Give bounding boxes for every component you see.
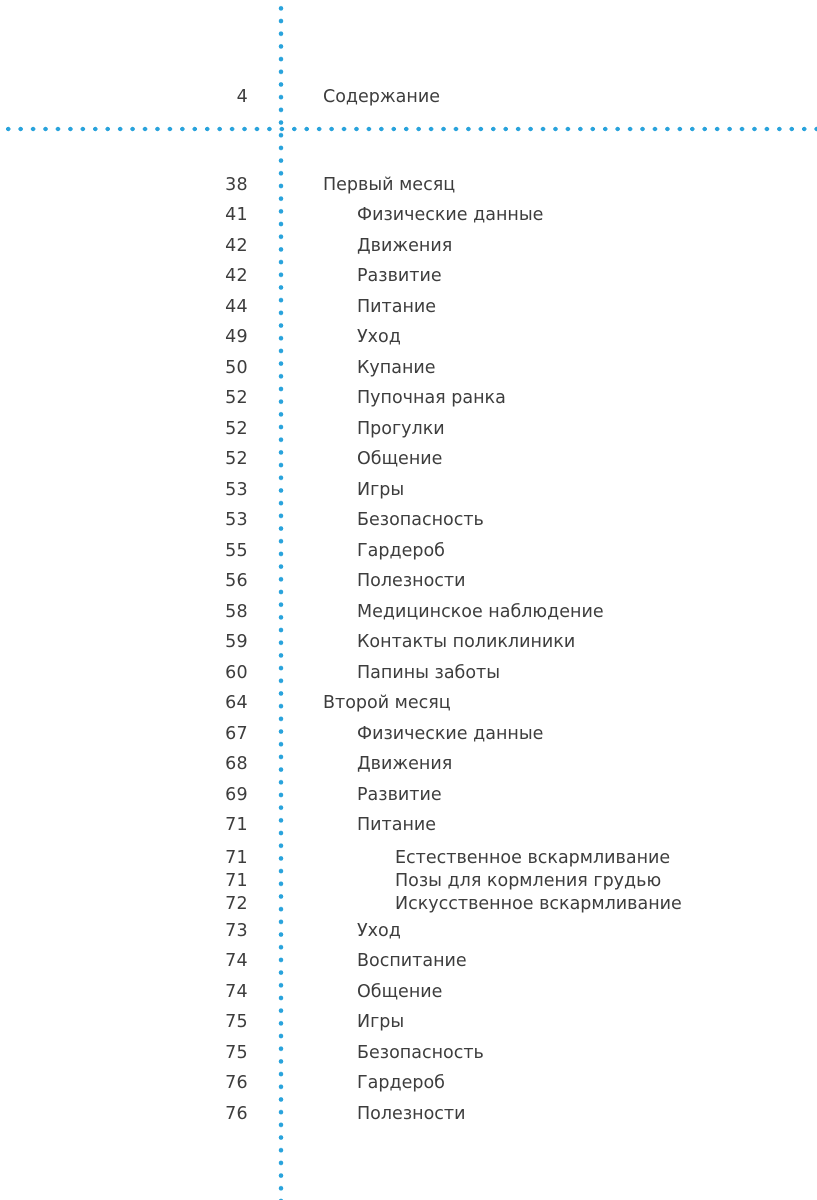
toc-entry [0, 445, 817, 476]
toc-entry-page-number: 52 [225, 388, 248, 408]
toc-entry-page-number: 71 [225, 847, 248, 868]
toc-entry-page-number: 58 [225, 601, 248, 622]
toc-entry-title: Позы для кормления грудью [395, 870, 662, 891]
toc-entry [0, 201, 817, 232]
toc-entry-title: Первый месяц [323, 174, 456, 195]
toc-entry-title: Воспитание [357, 951, 467, 971]
toc-entry-title: Второй месяц [323, 693, 451, 713]
toc-entry [0, 847, 817, 870]
toc-entry-page-number: 71 [225, 870, 248, 891]
toc-entry [0, 353, 817, 384]
toc-entry [0, 1099, 817, 1130]
toc-entry-page-number: 75 [225, 1012, 248, 1032]
toc-entry-title: Питание [357, 296, 437, 317]
toc-entry [0, 811, 817, 842]
toc-entry [0, 384, 817, 415]
toc-entry [0, 597, 817, 628]
toc-entry-title: Контакты поликлиники [357, 632, 576, 652]
page-title: Содержание [323, 87, 440, 108]
toc-entry [0, 750, 817, 781]
toc-entry [0, 567, 817, 598]
toc-entry [0, 1038, 817, 1069]
toc-entry [0, 1069, 817, 1100]
toc-entry-title: Питание [357, 815, 437, 835]
toc-entry-title: Развитие [357, 784, 442, 805]
toc-entry-page-number: 38 [225, 174, 248, 195]
toc-entry-title: Безопасность [357, 1042, 484, 1063]
toc-entry-page-number: 74 [225, 951, 248, 971]
toc-entry-page-number: 76 [225, 1103, 248, 1124]
toc-entry-title: Искусственное вскармливание [395, 893, 682, 914]
toc-entry [0, 893, 817, 916]
horizontal-dotted-divider [0, 126, 817, 132]
toc-entry-page-number: 52 [225, 449, 248, 469]
toc-entry [0, 870, 817, 893]
toc-entry-page-number: 59 [225, 632, 248, 652]
toc-entry-title: Гардероб [357, 540, 445, 561]
toc-entry-title: Купание [357, 357, 436, 378]
toc-entry [0, 536, 817, 567]
toc-entry-page-number: 67 [225, 723, 248, 744]
toc-entry [0, 262, 817, 293]
toc-entry-title: Игры [357, 479, 405, 500]
toc-entry-title: Физические данные [357, 205, 544, 225]
toc-entry-title: Полезности [357, 571, 466, 591]
toc-entry-page-number: 60 [225, 662, 248, 683]
toc-entry [0, 780, 817, 811]
toc-entry [0, 947, 817, 978]
page-header [0, 83, 817, 113]
toc-entry-title: Физические данные [357, 723, 544, 744]
toc-entry-page-number: 53 [225, 479, 248, 500]
toc-entry [0, 689, 817, 720]
toc-entry-page-number: 72 [225, 893, 248, 914]
toc-entry [0, 1008, 817, 1039]
toc-entry-page-number: 55 [225, 540, 248, 561]
toc-entry-page-number: 44 [225, 296, 248, 317]
toc-entry-title: Папины заботы [357, 662, 501, 683]
toc-entry-title: Пупочная ранка [357, 388, 506, 408]
toc-entry-page-number: 76 [225, 1073, 248, 1093]
toc-entry [0, 916, 817, 947]
toc-entry-title: Гардероб [357, 1073, 445, 1093]
toc-entry-title: Движения [357, 754, 453, 774]
toc-entry [0, 170, 817, 201]
toc-entry-title: Развитие [357, 266, 442, 286]
page-number: 4 [236, 87, 248, 108]
toc-entry-title: Игры [357, 1012, 405, 1032]
toc-entry [0, 628, 817, 659]
toc-entry-title: Движения [357, 235, 453, 256]
toc-entry-page-number: 69 [225, 784, 248, 805]
toc-entry-page-number: 73 [225, 920, 248, 941]
toc-entry [0, 231, 817, 262]
toc-entry-page-number: 71 [225, 815, 248, 835]
toc-entry-title: Прогулки [357, 418, 445, 439]
toc-list [0, 170, 817, 1130]
toc-entry-page-number: 64 [225, 693, 248, 713]
toc-entry [0, 475, 817, 506]
toc-entry-title: Безопасность [357, 510, 484, 530]
toc-entry-page-number: 42 [225, 235, 248, 256]
toc-entry-page-number: 41 [225, 205, 248, 225]
toc-entry-page-number: 50 [225, 357, 248, 378]
toc-entry-title: Естественное вскармливание [395, 847, 671, 868]
toc-entry-page-number: 74 [225, 981, 248, 1002]
toc-entry [0, 323, 817, 354]
toc-entry-title: Общение [357, 449, 443, 469]
toc-entry-title: Полезности [357, 1103, 466, 1124]
toc-entry [0, 658, 817, 689]
toc-entry [0, 414, 817, 445]
toc-entry-title: Уход [357, 327, 401, 347]
toc-entry [0, 506, 817, 537]
toc-entry-page-number: 75 [225, 1042, 248, 1063]
toc-entry-page-number: 52 [225, 418, 248, 439]
toc-entry-title: Общение [357, 981, 443, 1002]
toc-entry [0, 977, 817, 1008]
toc-entry-page-number: 53 [225, 510, 248, 530]
toc-entry-title: Медицинское наблюдение [357, 601, 604, 622]
toc-entry-page-number: 56 [225, 571, 248, 591]
toc-entry-page-number: 42 [225, 266, 248, 286]
toc-entry-page-number: 49 [225, 327, 248, 347]
toc-entry [0, 292, 817, 323]
toc-entry-page-number: 68 [225, 754, 248, 774]
toc-entry [0, 719, 817, 750]
toc-entry-title: Уход [357, 920, 401, 941]
